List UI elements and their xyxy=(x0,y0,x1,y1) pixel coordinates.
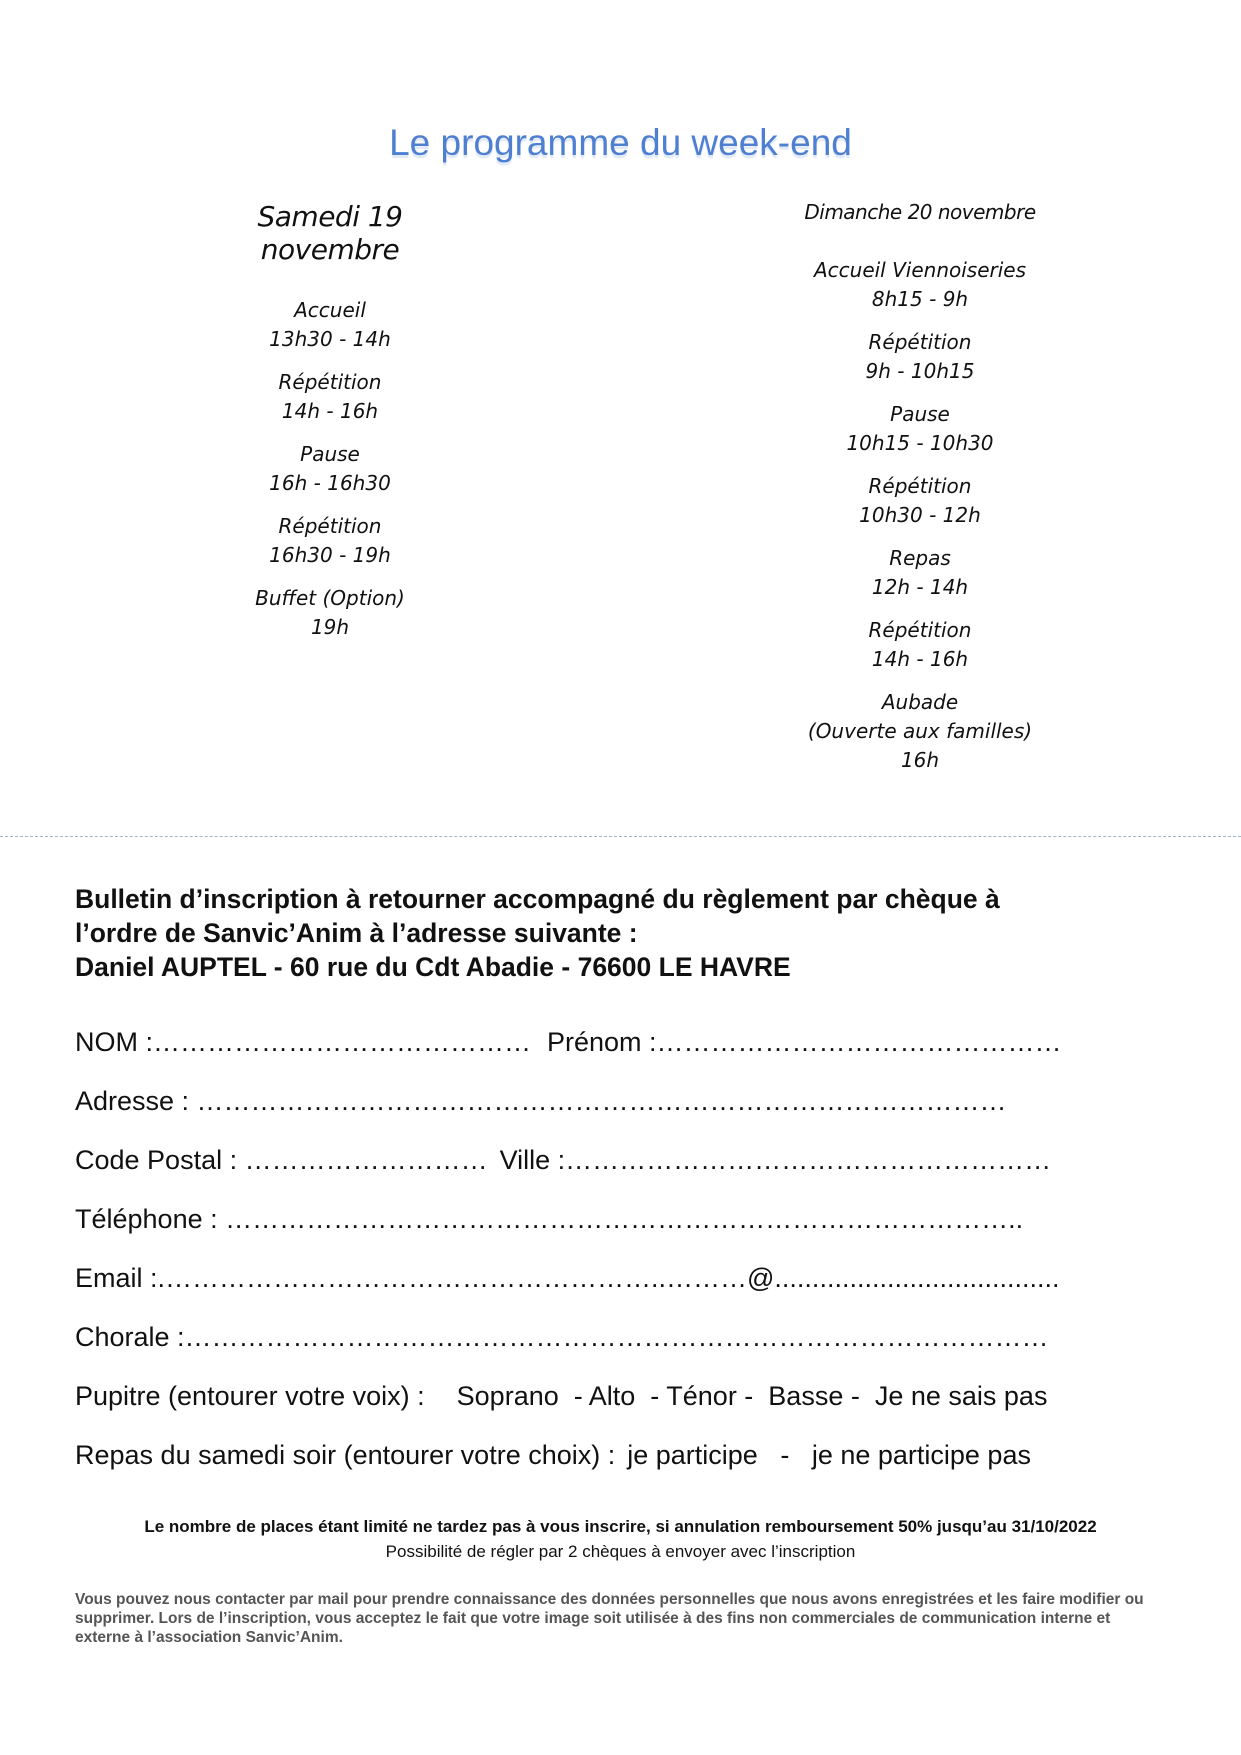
cut-line-divider xyxy=(0,836,1241,837)
schedule-item xyxy=(780,328,1060,386)
repas-row xyxy=(75,1435,1185,1494)
schedule-item xyxy=(200,368,460,426)
pupitre-row xyxy=(75,1376,1185,1435)
limit-note: Le nombre de places étant limité ne tardez pas à vous inscrire, si annulation remboursement 50% jusqu’au 31/10/2022 xyxy=(144,1517,1097,1536)
privacy-note: Vous pouvez nous contacter par mail pour prendre connaissance des données personnelles que nous avons enregistrées et les faire modifier ou supprimer. Lors de l’inscription, vous acceptez le fait que votre image soit utilisée à des fins non commerciales de communication interne et externe à l’association Sanvic’Anim. xyxy=(75,1591,1144,1646)
prenom-field[interactable]: Prénom :……………………………………… xyxy=(547,1027,1062,1057)
repas-options[interactable]: je participe - je ne participe pas xyxy=(627,1440,1031,1470)
schedule-label: Pause xyxy=(300,442,360,466)
schedule-time: 14h - 16h xyxy=(871,647,969,671)
schedule-item xyxy=(780,616,1060,674)
schedule-item xyxy=(780,544,1060,602)
payment-note: Possibilité de régler par 2 chèques à envoyer avec l’inscription xyxy=(385,1542,856,1561)
schedule-label: Répétition xyxy=(278,370,382,394)
ville-field[interactable]: Ville :……………………………………………… xyxy=(499,1145,1052,1175)
schedule-label: Aubade xyxy=(881,690,959,714)
schedule-label: Accueil xyxy=(294,298,366,322)
schedule-item xyxy=(780,400,1060,458)
schedule-label: Buffet (Option) xyxy=(255,586,405,610)
schedule-label: Repas xyxy=(889,546,951,570)
schedule-item xyxy=(200,512,460,570)
email-field[interactable]: Email :.………………………………………………..………@...................................... xyxy=(75,1263,1060,1293)
phone-row xyxy=(75,1199,1185,1258)
schedule-time: 10h30 - 12h xyxy=(859,503,981,527)
saturday-title: Samedi 19 novembre xyxy=(257,200,403,266)
program-title: Le programme du week-end xyxy=(389,122,852,163)
chorale-field[interactable]: Chorale :…………………………………………………………………………………… xyxy=(75,1322,1049,1352)
schedule-time: 8h15 - 9h xyxy=(871,287,969,311)
code-postal-field[interactable]: Code Postal : ……………………… xyxy=(75,1145,488,1175)
schedule-label: Répétition xyxy=(868,330,972,354)
schedule-item xyxy=(780,472,1060,530)
pupitre-options[interactable]: Soprano - Alto - Ténor - Basse - Je ne sais pas xyxy=(456,1381,1048,1411)
schedule-time: 16h xyxy=(900,748,940,772)
schedule-item xyxy=(780,256,1060,314)
registration-intro xyxy=(75,882,1175,984)
intro-line: l’ordre de Sanvic’Anim à l’adresse suivante : xyxy=(75,918,638,948)
repas-label: Repas du samedi soir (entourer votre choix) : xyxy=(75,1440,616,1470)
schedule-time: 13h30 - 14h xyxy=(269,327,391,351)
intro-address: Daniel AUPTEL - 60 rue du Cdt Abadie - 76600 LE HAVRE xyxy=(75,952,791,982)
schedule-time: 19h xyxy=(310,615,350,639)
intro-line: Bulletin d’inscription à retourner accompagné du règlement par chèque à xyxy=(75,884,1000,914)
schedule-time: 16h - 16h30 xyxy=(269,471,391,495)
name-row xyxy=(75,1022,1185,1081)
email-row xyxy=(75,1258,1185,1317)
postal-row xyxy=(75,1140,1185,1199)
address-row xyxy=(75,1081,1185,1140)
sunday-schedule xyxy=(780,200,1060,789)
registration-form xyxy=(75,1022,1185,1494)
schedule-label: Répétition xyxy=(868,474,972,498)
schedule-time: 12h - 14h xyxy=(871,575,969,599)
schedule-extra: (Ouverte aux familles) xyxy=(807,719,1033,743)
schedule-label: Pause xyxy=(890,402,950,426)
chorale-row xyxy=(75,1317,1185,1376)
schedule-time: 16h30 - 19h xyxy=(269,543,391,567)
schedule-time: 9h - 10h15 xyxy=(865,359,975,383)
sunday-title: Dimanche 20 novembre xyxy=(804,200,1036,224)
schedule-time: 10h15 - 10h30 xyxy=(846,431,994,455)
schedule-item xyxy=(200,296,460,354)
schedule-item xyxy=(200,584,460,642)
schedule-item xyxy=(780,688,1060,775)
schedule-label: Répétition xyxy=(278,514,382,538)
saturday-schedule xyxy=(200,200,460,656)
telephone-field[interactable]: Téléphone : …………………………………………………………………………….. xyxy=(75,1204,1024,1234)
pupitre-label: Pupitre (entourer votre voix) : xyxy=(75,1381,425,1411)
nom-field[interactable]: NOM :…………………………………… xyxy=(75,1027,531,1057)
schedule-label: Accueil Viennoiseries xyxy=(813,258,1027,282)
adresse-field[interactable]: Adresse : ……………………………………………………………………………… xyxy=(75,1086,1007,1116)
schedule-time: 14h - 16h xyxy=(281,399,379,423)
schedule-label: Répétition xyxy=(868,618,972,642)
schedule-item xyxy=(200,440,460,498)
